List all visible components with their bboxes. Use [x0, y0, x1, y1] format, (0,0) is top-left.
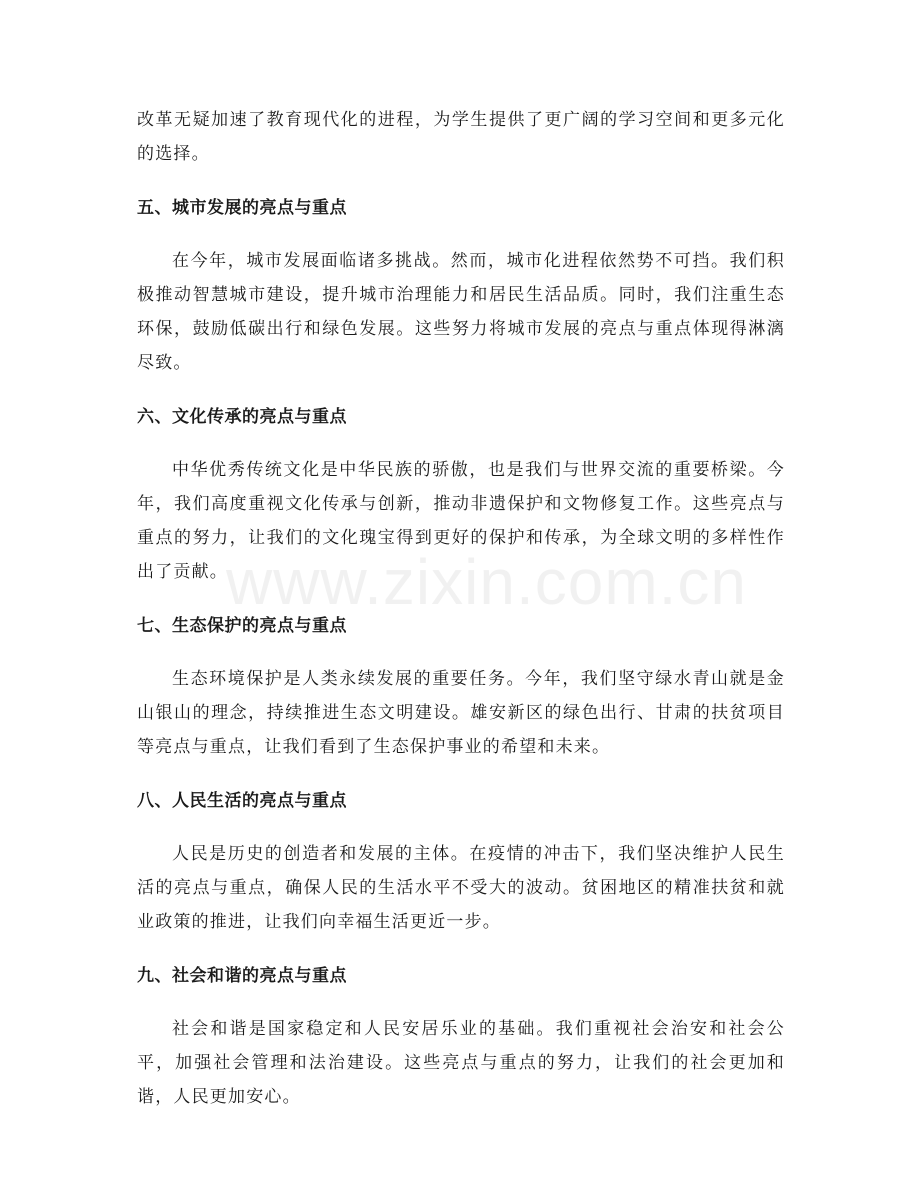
section-heading-6: 六、文化传承的亮点与重点 — [137, 407, 347, 427]
section-heading-7: 七、生态保护的亮点与重点 — [137, 616, 347, 636]
section-body-5: 在今年，城市发展面临诸多挑战。然而，城市化进程依然势不可挡。我们积极推动智慧城市建设，提升城市治理能力和居民生活品质。同时，我们注重生态环保，鼓励低碳出行和绿色发展。这些努力将城市发展的亮点与重点体现得淋漓尽致。 — [137, 251, 785, 373]
intro-paragraph: 改革无疑加速了教育现代化的进程，为学生提供了更广阔的学习空间和更多元化的选择。 — [137, 110, 785, 164]
section-body-8: 人民是历史的创造者和发展的主体。在疫情的冲击下，我们坚决维护人民生活的亮点与重点，确保人民的生活水平不受大的波动。贫困地区的精准扶贫和就业政策的推进，让我们向幸福生活更近一步。 — [137, 844, 785, 932]
section-body-7: 生态环境保护是人类永续发展的重要任务。今年，我们坚守绿水青山就是金山银山的理念，持续推进生态文明建设。雄安新区的绿色出行、甘肃的扶贫项目等亮点与重点，让我们看到了生态保护事业的希望和未来。 — [137, 669, 785, 757]
section-body-9: 社会和谐是国家稳定和人民安居乐业的基础。我们重视社会治安和社会公平，加强社会管理和法治建设。这些亮点与重点的努力，让我们的社会更加和谐，人民更加安心。 — [137, 1019, 785, 1107]
section-heading-9: 九、社会和谐的亮点与重点 — [137, 966, 347, 986]
watermark: www.zixin.com.cn — [226, 546, 747, 618]
section-heading-5: 五、城市发展的亮点与重点 — [137, 198, 347, 218]
section-body-6: 中华优秀传统文化是中华民族的骄傲，也是我们与世界交流的重要桥梁。今年，我们高度重视文化传承与创新，推动非遗保护和文物修复工作。这些亮点与重点的努力，让我们的文化瑰宝得到更好的保护和传承，为全球文明的多样性作出了贡献。 — [137, 460, 785, 582]
section-heading-8: 八、人民生活的亮点与重点 — [137, 791, 347, 811]
document-body — [137, 103, 785, 1114]
